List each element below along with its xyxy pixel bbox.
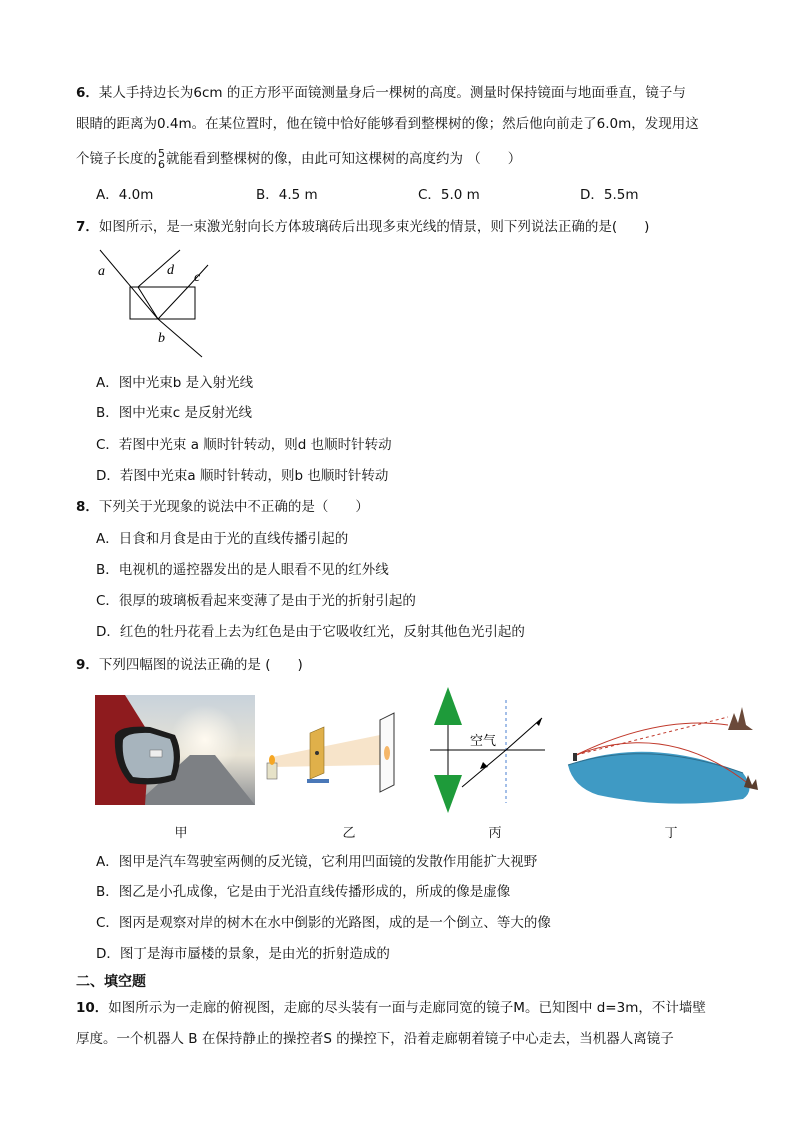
- q7-label-b: b: [158, 331, 165, 346]
- q6-line3: [76, 148, 521, 170]
- q8-option-d: D．红色的牡丹花看上去为红色是由于它吸收红光，反射其他色光引起的: [96, 624, 525, 640]
- observer-icon: [573, 753, 577, 761]
- q8-option-b: B．电视机的遥控器发出的是人眼看不见的红外线: [96, 562, 389, 578]
- q9-figure-yi-pinhole: [262, 695, 412, 805]
- q7-glass-brick-figure: [90, 245, 220, 365]
- q9-caption-bing: 丙: [488, 826, 502, 841]
- q7-label-a: a: [98, 264, 105, 279]
- q6-option-d: D．5.5m: [580, 187, 639, 203]
- q6-line1: [76, 84, 686, 102]
- q10-number: 10．: [76, 1000, 109, 1016]
- q8-stem-line: [76, 498, 369, 516]
- q10-line2: 厚度。一个机器人 B 在保持静止的操控者S 的操控下，沿着走廊朝着镜子中心走去，当机器人离镜子: [76, 1031, 674, 1047]
- q7-option-c: C．若图中光束 a 顺时针转动，则d 也顺时针转动: [96, 437, 392, 453]
- q9-option-c: C．图丙是观察对岸的树木在水中倒影的光路图，成的是一个倒立、等大的像: [96, 915, 551, 931]
- q9-caption-yi: 乙: [342, 826, 356, 841]
- q8-option-a: A．日食和月食是由于光的直线传播引起的: [96, 531, 349, 547]
- q7-stem-line: [76, 218, 649, 236]
- q9-option-b: B．图乙是小孔成像，它是由于光沿直线传播形成的，所成的像是虚像: [96, 884, 511, 900]
- q7-label-c: c: [194, 270, 201, 285]
- q6-option-b: B．4.5 m: [256, 187, 318, 203]
- q10-line1: [76, 999, 706, 1017]
- q6-option-c: C．5.0 m: [418, 187, 480, 203]
- q9-stem: 下列四幅图的说法正确的是 ( ): [98, 657, 303, 673]
- tree-upright-icon: [434, 687, 462, 725]
- q9-stem-line: [76, 656, 303, 674]
- q6-frac-num: 5: [158, 147, 165, 160]
- q6-option-a: A．4.0m: [96, 187, 154, 203]
- q7-number: 7．: [76, 219, 99, 235]
- bing-air-label: 空气: [470, 734, 497, 749]
- q7-stem: 如图所示，是一束激光射向长方体玻璃砖后出现多束光线的情景，则下列说法正确的是( ): [98, 219, 650, 235]
- q9-figure-ding-mirage: [568, 695, 758, 805]
- q6-text-1: 某人手持边长为6cm 的正方形平面镜测量身后一棵树的高度。测量时保持镜面与地面垂直，镜子与: [98, 85, 686, 101]
- q6-text-3b: 就能看到整棵树的像，由此可知这棵树的高度约为 （ ）: [166, 151, 522, 167]
- q6-fraction: [158, 148, 165, 170]
- tree-inverted-icon: [434, 775, 462, 813]
- q8-number: 8．: [76, 499, 99, 515]
- q9-caption-jia: 甲: [174, 826, 188, 841]
- q7-label-d: d: [167, 263, 174, 278]
- q9-caption-ding: 丁: [664, 826, 678, 841]
- q7-option-a: A．图中光束b 是入射光线: [96, 375, 254, 391]
- q9-option-d: D．图丁是海市蜃楼的景象，是由光的折射造成的: [96, 946, 390, 962]
- q6-text-3a: 个镜子长度的: [76, 151, 157, 167]
- q7-option-d: D．若图中光束a 顺时针转动，则b 也顺时针转动: [96, 468, 389, 484]
- q8-option-c: C．很厚的玻璃板看起来变薄了是由于光的折射引起的: [96, 593, 416, 609]
- candle-icon: [267, 763, 277, 779]
- q10-text-1: 如图所示为一走廊的俯视图，走廊的尽头装有一面与走廊同宽的镜子M。已知图中 d=3m，不计墙壁: [108, 1000, 706, 1016]
- q6-frac-den: 6: [158, 158, 165, 171]
- q9-figure-bing-ray-diagram: [430, 685, 555, 815]
- section-fill-in-heading: 二、填空题: [76, 974, 146, 990]
- q8-stem: 下列关于光现象的说法中不正确的是（ ）: [98, 499, 369, 515]
- q6-line2: 眼睛的距离为0.4m。在某位置时，他在镜中恰好能够看到整棵树的像；然后他向前走了6.0m，发现用这: [76, 116, 699, 132]
- q9-number: 9．: [76, 657, 99, 673]
- q9-option-a: A．图甲是汽车驾驶室两侧的反光镜，它利用凹面镜的发散作用能扩大视野: [96, 854, 538, 870]
- q7-option-b: B．图中光束c 是反射光线: [96, 405, 252, 421]
- q9-figure-jia-mirror-photo: [95, 695, 255, 805]
- q6-number: 6．: [76, 85, 99, 101]
- mirage-city-icon: [728, 707, 753, 730]
